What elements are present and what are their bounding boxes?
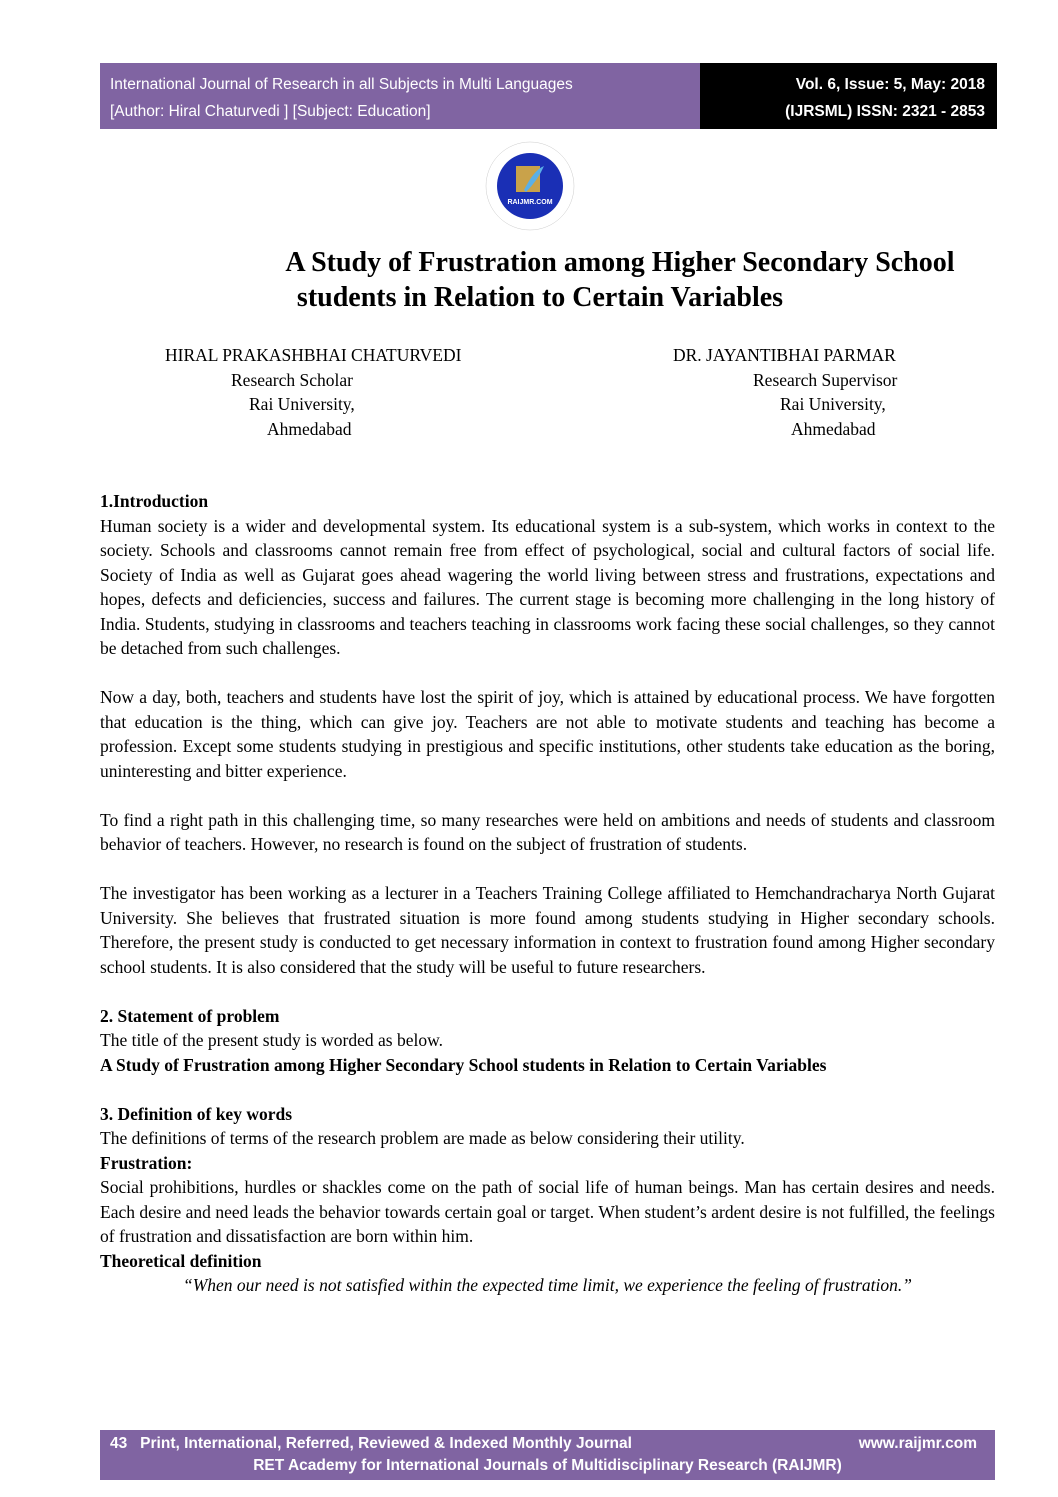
author-city: Ahmedabad (791, 418, 876, 439)
header-left (100, 63, 700, 129)
paragraph: To find a right path in this challenging time, so many researches were held on ambitions and needs of students and classroom behavior of teachers. However, no research is found on the subject of frustration of students. (100, 809, 995, 854)
author-affiliation: Rai University, (780, 394, 886, 414)
paper-body (100, 489, 995, 1298)
subheading: Frustration: (100, 1152, 193, 1173)
page-number: 43 (110, 1435, 128, 1452)
title-line-2: students in Relation to Certain Variables (296, 282, 784, 313)
author-2 (673, 343, 897, 441)
journal-footer (100, 1430, 995, 1480)
paragraph: Social prohibitions, hurdles or shackles come on the path of social life of human beings. Man has certain desires and needs. Each desire and need leads the behavior towards certain goal or target. When student’s ardent desire is not fulfilled, the feelings of frustration and dissatisfaction are born within him. (100, 1177, 995, 1246)
author-name: DR. JAYANTIBHAI PARMAR (673, 345, 896, 365)
section-heading: 1.Introduction (100, 491, 209, 511)
section-heading: 2. Statement of problem (100, 1005, 280, 1026)
logo-text: RAIJMR.COM (507, 199, 553, 206)
author-name: HIRAL PRAKASHBHAI CHATURVEDI (165, 345, 462, 365)
website-link[interactable]: www.raijmr.com (858, 1435, 977, 1452)
problem-title: A Study of Frustration among Higher Secondary School students in Relation to Certain Variables (100, 1054, 827, 1075)
paper-title (100, 245, 1058, 315)
section-heading: 3. Definition of key words (100, 1103, 293, 1124)
paragraph: The definitions of terms of the research problem are made as below considering their utility. (100, 1128, 745, 1148)
publisher: RET Academy for International Journals of Multidisciplinary Research (RAIJMR) (253, 1457, 842, 1474)
author-city: Ahmedabad (267, 418, 352, 439)
volume-info: Vol. 6, Issue: 5, May: 2018 (795, 76, 985, 93)
paragraph: Now a day, both, teachers and students have lost the spirit of joy, which is attained by educational process. We have forgotten that education is the thing, which can give joy. Teachers are not able to motivate students and teaching has become a profession. Except some students studying in prestigious and specific institutions, other students take education as the boring, uninteresting and bitter experience. (100, 687, 995, 781)
author-role: Research Scholar (231, 369, 353, 390)
author-1 (165, 343, 461, 441)
definition-quote: “When our need is not satisfied within the expected time limit, we experience the feeling of frustration.” (182, 1275, 913, 1295)
header-right (700, 63, 997, 129)
author-role: Research Supervisor (753, 369, 898, 390)
author-subject: [Author: Hiral Chaturvedi ] [Subject: Education] (110, 103, 431, 120)
paragraph: Human society is a wider and developmental system. Its educational system is a sub-system, which works in context to the society. Schools and classrooms cannot remain free from effect of psychological, social and cultural factors of social life. Society of India as well as Gujarat goes ahead wagering the world living between stress and frustrations, expectations and hopes, defects and deficiencies, success and failures. The current stage is becoming more challenging in the long history of India. Students, studying in classrooms and teachers teaching in classrooms work facing these social challenges, so they cannot be detached from such challenges. (100, 515, 995, 658)
footer-description: Print, International, Referred, Reviewed & Indexed Monthly Journal (140, 1435, 632, 1452)
journal-name: International Journal of Research in all Subjects in Multi Languages (110, 76, 573, 93)
journal-header (100, 63, 997, 129)
paragraph: The investigator has been working as a lecturer in a Teachers Training College affiliated to Hemchandracharya North Gujarat University. She believes that frustrated situation is more found among students studying in Higher secondary schools. Therefore, the present study is conducted to get necessary information in context to frustration found among Higher secondary school students. It is also considered that the study will be useful to future researchers. (100, 883, 995, 977)
raijmr-logo (476, 140, 584, 232)
author-affiliation: Rai University, (249, 394, 355, 414)
subheading: Theoretical definition (100, 1250, 262, 1271)
title-line-1: A Study of Frustration among Higher Secondary School (285, 247, 955, 278)
paragraph: The title of the present study is worded as below. (100, 1030, 443, 1050)
issn-info: (IJRSML) ISSN: 2321 - 2853 (785, 103, 985, 120)
